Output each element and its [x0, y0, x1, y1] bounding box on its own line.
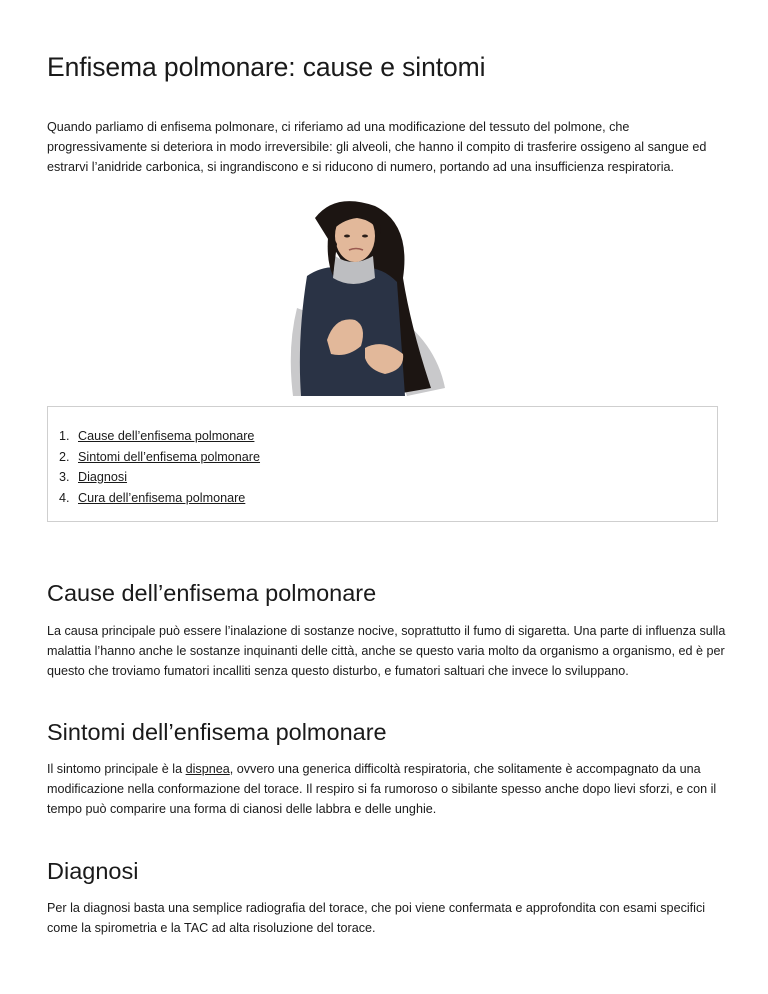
toc-item-number: 1.: [59, 429, 70, 443]
toc-item-number: 4.: [59, 490, 70, 505]
toc-item-number: 2.: [59, 449, 70, 464]
section-text-cause: La causa principale può essere l’inalazione di sostanze nocive, soprattutto il fumo di sigaretta. Una parte di influenza sulla malattia l’hanno anche le sostanze inquinanti delle città, anche se questo varia molto da organismo a organismo, ed è per questo che troviamo fumatori incalliti senza questo disturbo, e fumatori saltuari che invece lo sviluppano.: [47, 624, 726, 678]
section-heading-sintomi: Sintomi dell’enfisema polmonare: [47, 719, 387, 745]
section-text-diagnosi: Per la diagnosi basta una semplice radiografia del torace, che poi viene confermata e approfondita con esami specifici come la spirometria e la TAC ad alta risoluzione del torace.: [47, 901, 706, 935]
dispnea-link[interactable]: dispnea: [185, 762, 230, 776]
toc-item: [59, 447, 260, 468]
toc-list: [59, 426, 260, 508]
section-text-sintomi: [47, 759, 727, 819]
article-photo: [235, 198, 593, 398]
sintomi-text-start: Il sintomo principale è la: [47, 762, 186, 776]
page-title: Enfisema polmonare: cause e sintomi: [47, 52, 486, 82]
intro-paragraph: Quando parliamo di enfisema polmonare, ci riferiamo ad una modificazione del tessuto del polmone, che progressivamente si deteriora in modo irreversibile: gli alveoli, che hanno il compito di trasferire ossigeno al sangue ed estrarvi l’anidride carbonica, si ingrandiscono e si riducono di numero, portando ad una insufficienza respiratoria.: [47, 120, 707, 174]
toc-item-number: 3.: [59, 470, 70, 484]
table-of-contents: [47, 406, 718, 522]
toc-link-cause[interactable]: Cause dell’enfisema polmonare: [78, 429, 255, 443]
toc-item: [59, 488, 260, 509]
toc-link-sintomi[interactable]: Sintomi dell’enfisema polmonare: [78, 449, 261, 464]
toc-link-cura[interactable]: Cura dell’enfisema polmonare: [78, 490, 246, 505]
woman-chest-pain-illustration: [235, 198, 593, 398]
sintomi-text-end: , ovvero una generica difficoltà respiratoria, che solitamente è accompagnato da una modificazione nella conformazione del torace. Il respiro si fa rumoroso o sibilante spesso anche dopo lievi sforzi, e con il tempo può comparire una forma di cianosi delle labbra e delle unghie.: [47, 762, 717, 816]
section-heading-diagnosi: Diagnosi: [47, 858, 139, 884]
toc-item: [59, 426, 260, 447]
section-heading-cause: Cause dell’enfisema polmonare: [47, 580, 377, 606]
toc-item: [59, 467, 260, 488]
toc-link-diagnosi[interactable]: Diagnosi: [78, 470, 128, 484]
